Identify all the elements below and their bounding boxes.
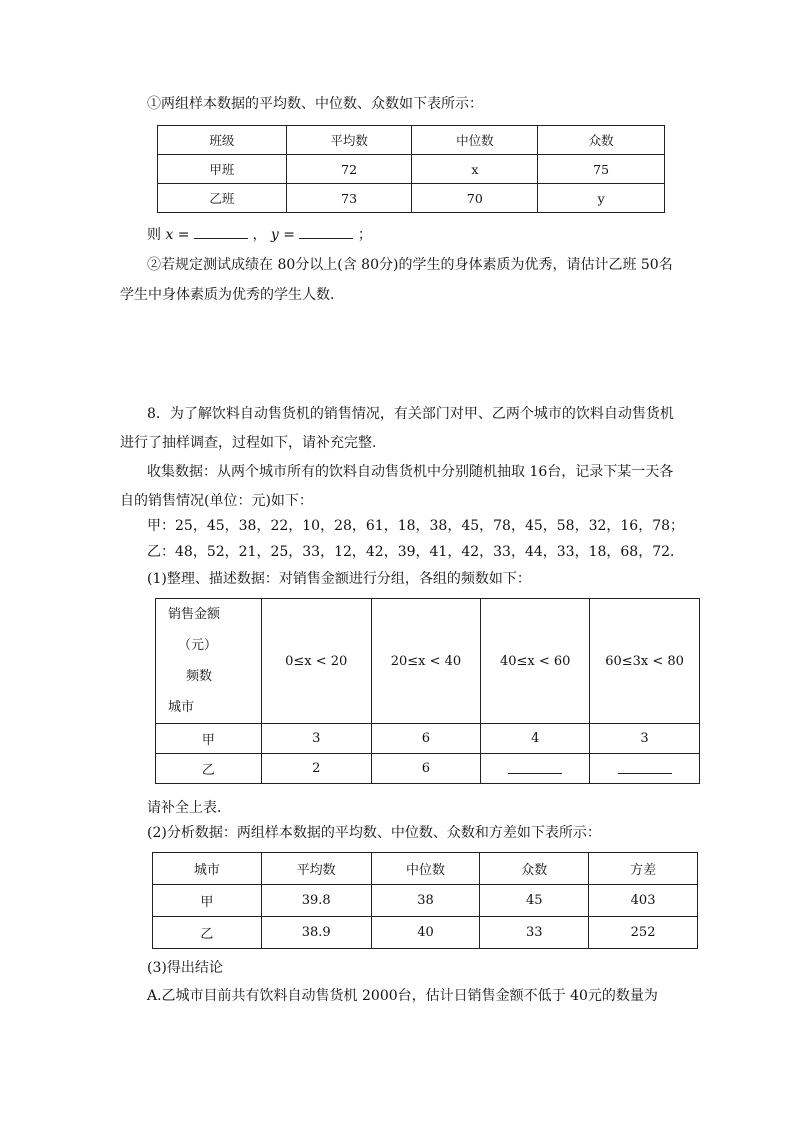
table-row [158, 184, 665, 213]
collect-line2: 自的销售情况(单位：元)如下： [120, 493, 313, 509]
class-stats-table [157, 125, 665, 213]
header-cell: 平均数 [286, 126, 412, 155]
table-cell: 70 [412, 184, 538, 213]
header-cell: 城市 [153, 853, 262, 885]
table-cell: 2 [261, 754, 371, 784]
complete-table-note: 请补全上表． [147, 800, 231, 816]
corner-label: 城市 [168, 700, 195, 715]
header-cell: 班级 [158, 126, 287, 155]
fill-in-line [147, 225, 372, 245]
table-cell: 乙 [153, 917, 262, 949]
table-cell: 6 [371, 724, 481, 754]
frequency-table [155, 598, 700, 784]
range-header: 20≤x < 40 [371, 599, 481, 724]
corner-header [156, 599, 262, 724]
answer-cell[interactable] [590, 754, 700, 784]
table-header-row [158, 126, 665, 155]
city-cell: 甲 [156, 724, 262, 754]
fill-end: ； [357, 227, 372, 243]
y-variable: y = [270, 227, 295, 243]
conclusion-a: A.乙城市目前共有饮料自动售货机 2000台，估计日销售金额不低于 40元的数量为 [147, 988, 658, 1004]
table-cell: y [538, 184, 665, 213]
table-cell: 40 [371, 917, 480, 949]
x-variable: x = [165, 227, 190, 243]
table-row [153, 885, 698, 917]
table-cell: 4 [481, 724, 590, 754]
collect-line1: 收集数据：从两个城市所有的饮料自动售货机中分别随机抽取 16台，记录下某一天各 [147, 464, 674, 480]
q8-intro-line2: 进行了抽样调查，过程如下，请补充完整． [120, 435, 386, 451]
range-header: 60≤3x < 80 [590, 599, 700, 724]
table-cell: 6 [371, 754, 481, 784]
answer-blank[interactable] [508, 759, 562, 774]
data-yi: 乙：48，52，21，25，33，12，42，39，41，42，33，44，33，18，68，72． [147, 544, 685, 560]
table-cell: 75 [538, 155, 665, 184]
table-cell: 甲班 [158, 155, 287, 184]
step3-text: (3)得出结论 [147, 960, 223, 976]
answer-cell[interactable] [481, 754, 590, 784]
city-stats-table [152, 852, 698, 949]
header-cell: 中位数 [412, 126, 538, 155]
table-cell: 3 [261, 724, 371, 754]
table-cell: 乙班 [158, 184, 287, 213]
y-answer-blank[interactable] [299, 238, 353, 239]
x-answer-blank[interactable] [194, 238, 248, 239]
table-cell: 403 [589, 885, 698, 917]
table-row [153, 917, 698, 949]
q8-intro-line1: 8．为了解饮料自动售货机的销售情况，有关部门对甲、乙两个城市的饮料自动售货机 [147, 406, 674, 422]
answer-blank[interactable] [618, 759, 672, 774]
table-header-row [153, 853, 698, 885]
part2-line1: ②若规定测试成绩在 80分以上(含 80分)的学生的身体素质为优秀，请估计乙班 50名 [147, 257, 673, 273]
table-cell: 38 [371, 885, 480, 917]
table-cell: 73 [286, 184, 412, 213]
step2-text: (2)分析数据：两组样本数据的平均数、中位数、众数和方差如下表所示： [147, 825, 601, 841]
table-cell: 39.8 [261, 885, 371, 917]
header-cell: 方差 [589, 853, 698, 885]
range-header: 40≤x < 60 [481, 599, 590, 724]
header-cell: 众数 [480, 853, 589, 885]
table-cell: 38.9 [261, 917, 371, 949]
table-cell: 3 [590, 724, 700, 754]
city-cell: 乙 [156, 754, 262, 784]
table-row [156, 754, 700, 784]
header-cell: 平均数 [261, 853, 371, 885]
part1-intro: ①两组样本数据的平均数、中位数、众数如下表所示： [147, 96, 483, 112]
table-row [156, 724, 700, 754]
range-header: 0≤x < 20 [261, 599, 371, 724]
fill-prefix: 则 [147, 227, 161, 243]
corner-label: 销售金额 [168, 607, 221, 622]
table-cell: 33 [480, 917, 589, 949]
table-cell: x [412, 155, 538, 184]
step1-text: (1)整理、描述数据：对销售金额进行分组，各组的频数如下： [147, 571, 531, 587]
table-row [158, 155, 665, 184]
table-header-row [156, 599, 700, 724]
header-cell: 众数 [538, 126, 665, 155]
part2-line2: 学生中身体素质为优秀的学生人数． [120, 287, 344, 303]
corner-label: （元） [178, 638, 218, 653]
table-cell: 72 [286, 155, 412, 184]
data-jia: 甲：25，45，38，22，10，28，61，18，38，45，78，45，58，32，16，78； [147, 518, 685, 534]
table-cell: 甲 [153, 885, 262, 917]
table-cell: 252 [589, 917, 698, 949]
table-cell: 45 [480, 885, 589, 917]
separator: ， [252, 227, 267, 243]
corner-label: 频数 [186, 669, 213, 684]
header-cell: 中位数 [371, 853, 480, 885]
